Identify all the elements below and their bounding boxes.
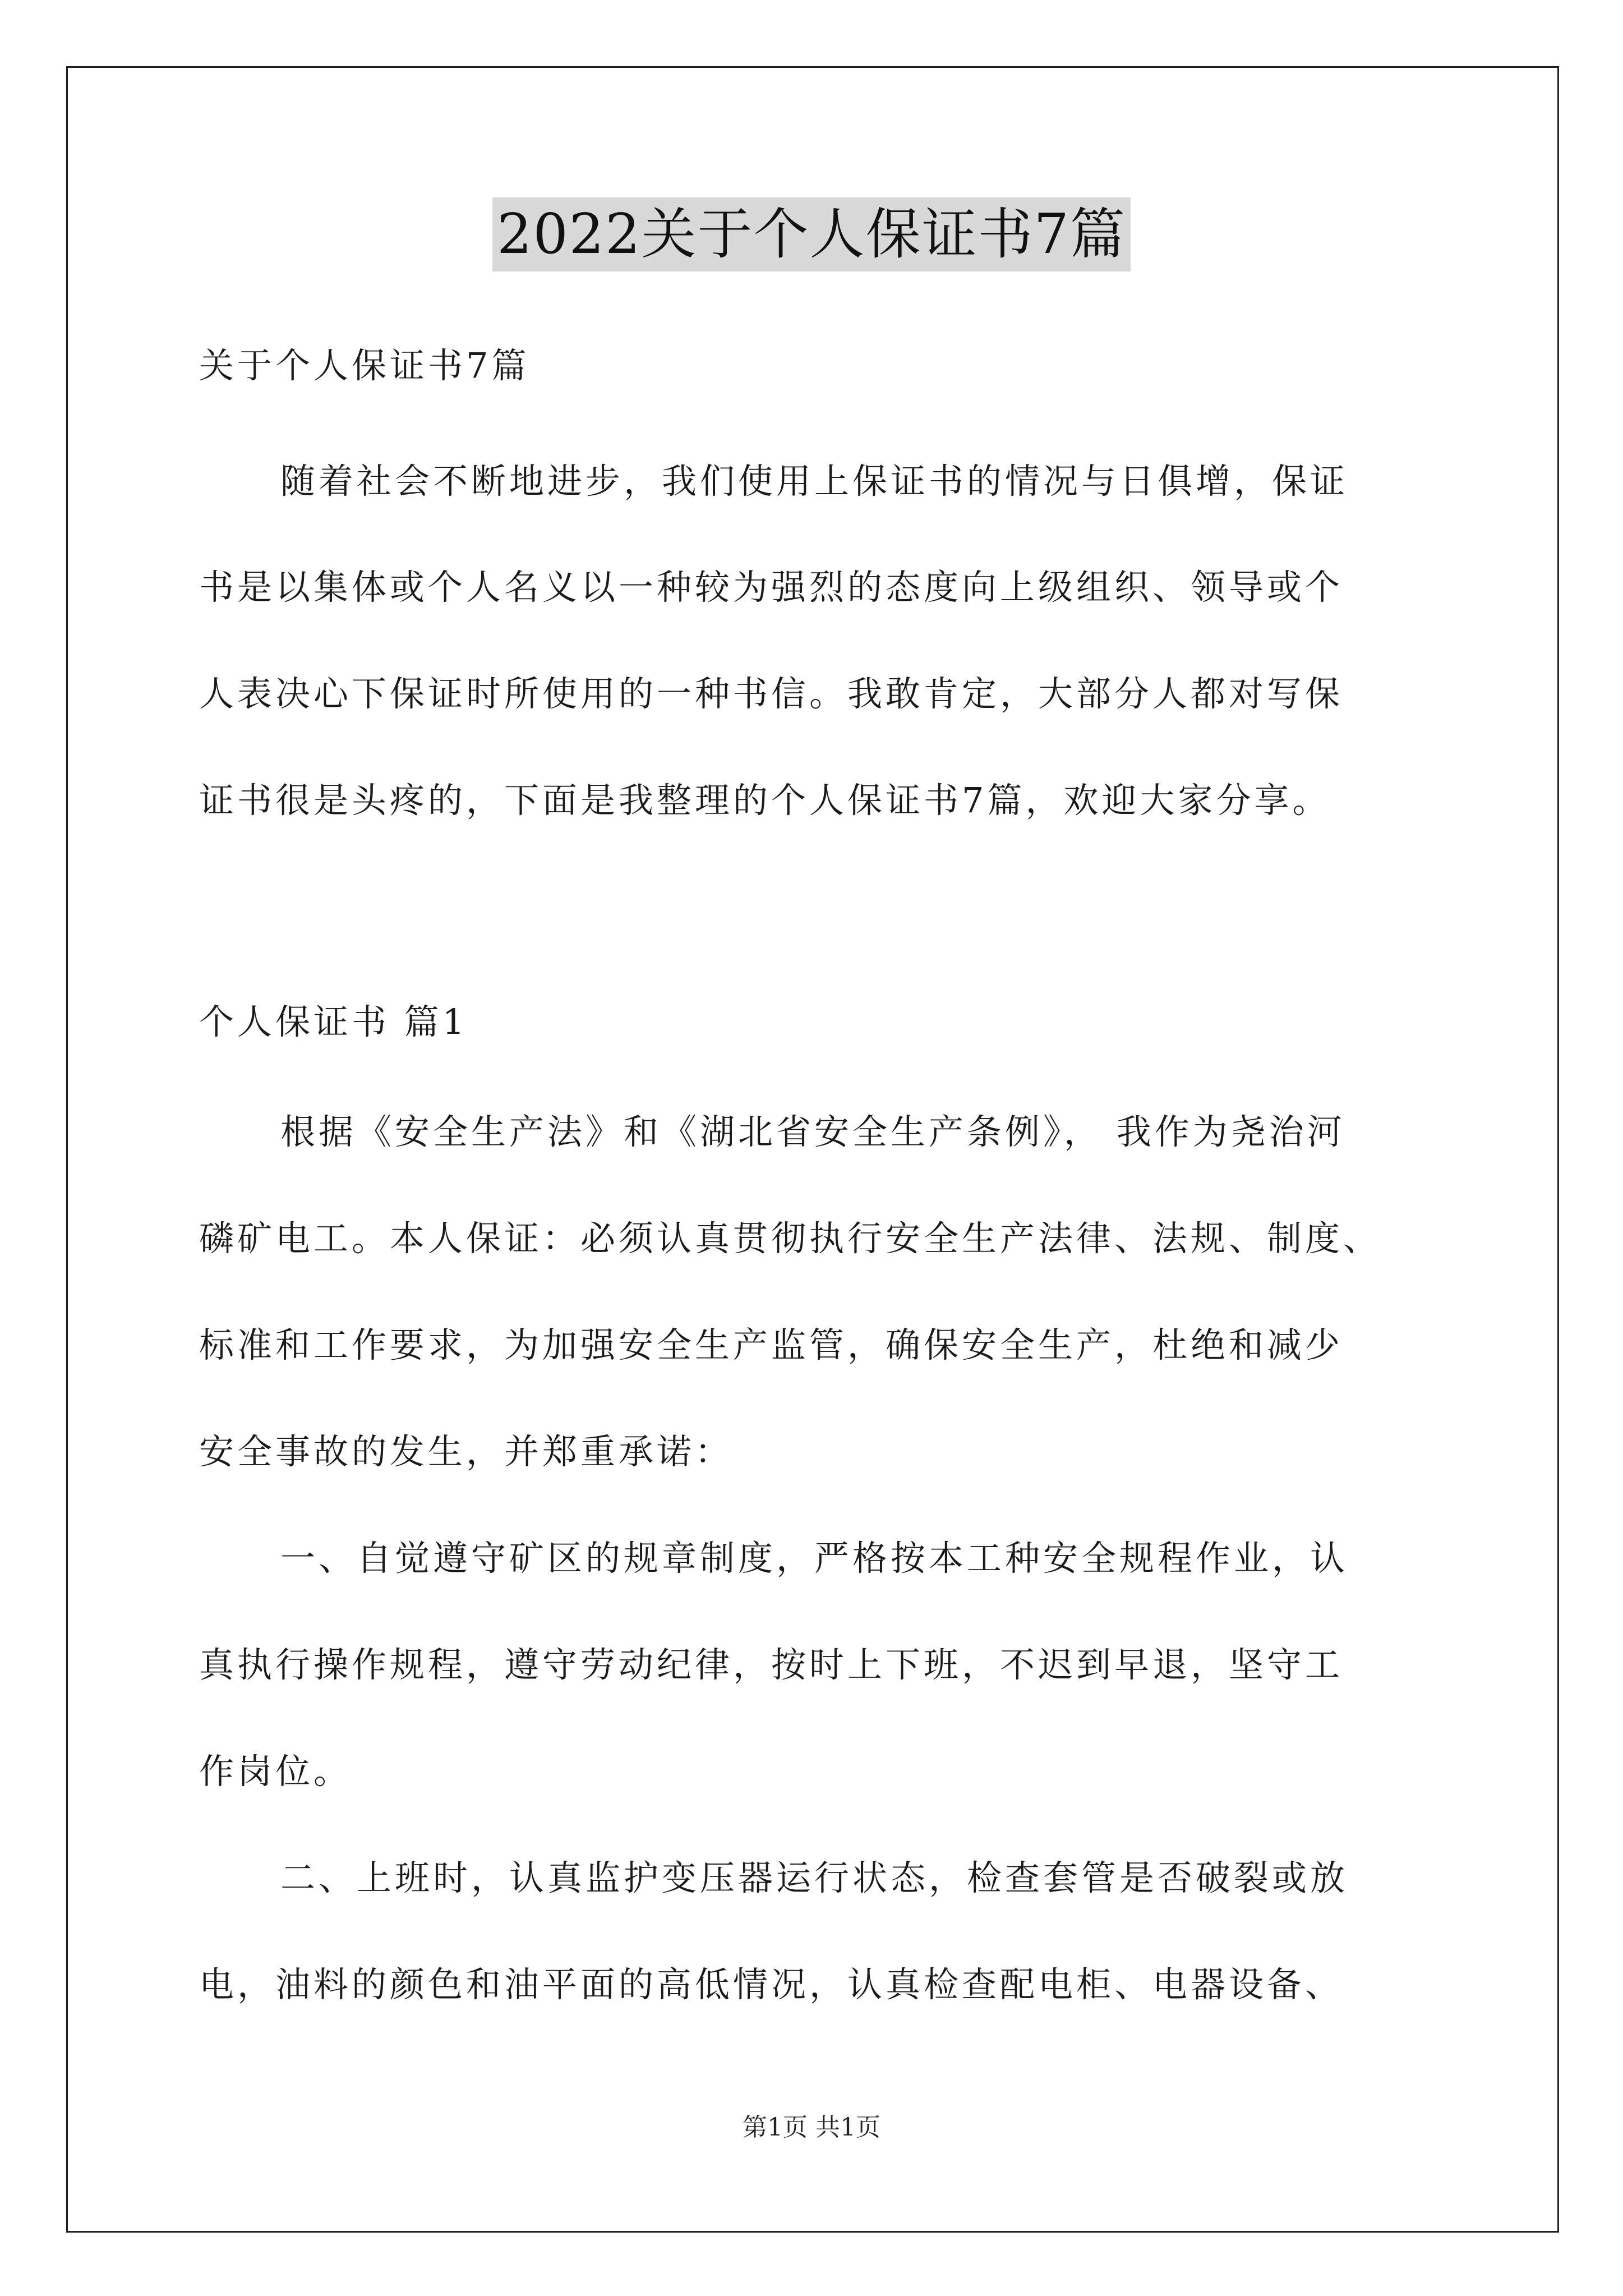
body-line: 作岗位。 <box>199 1751 352 1792</box>
document-title: 2022关于个人保证书7篇 <box>492 197 1131 272</box>
body-line: 磷矿电工。本人保证：必须认真贯彻执行安全生产法律、法规、制度、 <box>199 1218 1382 1259</box>
page-footer: 第1页 共1页 <box>743 2113 880 2142</box>
title-container <box>0 197 1623 272</box>
body-line: 真执行操作规程，遵守劳动纪律，按时上下班，不迟到早退，坚守工 <box>199 1644 1344 1685</box>
body-line: 人表决心下保证时所使用的一种书信。我敢肯定，大部分人都对写保 <box>199 673 1344 714</box>
subtitle-line: 关于个人保证书7篇 <box>199 345 530 386</box>
section-heading: 个人保证书 篇1 <box>199 1001 468 1042</box>
body-line: 随着社会不断地进步，我们使用上保证书的情况与日俱增，保证 <box>280 461 1349 501</box>
body-line: 标准和工作要求，为加强安全生产监管，确保安全生产，杜绝和减少 <box>199 1324 1344 1365</box>
body-line: 根据《安全生产法》和《湖北省安全生产条例》， 我作为尧治河 <box>280 1111 1345 1152</box>
body-line: 一、自觉遵守矿区的规章制度，严格按本工种安全规程作业，认 <box>280 1538 1349 1579</box>
body-line: 书是以集体或个人名义以一种较为强烈的态度向上级组织、领导或个 <box>199 567 1344 608</box>
body-line: 二、上班时，认真监护变压器运行状态，检查套管是否破裂或放 <box>280 1857 1349 1898</box>
body-line: 电，油料的颜色和油平面的高低情况，认真检查配电柜、电器设备、 <box>199 1964 1344 2005</box>
body-line: 安全事故的发生，并郑重承诺： <box>199 1431 734 1472</box>
body-line: 证书很是头疼的，下面是我整理的个人保证书7篇，欢迎大家分享。 <box>199 780 1331 821</box>
